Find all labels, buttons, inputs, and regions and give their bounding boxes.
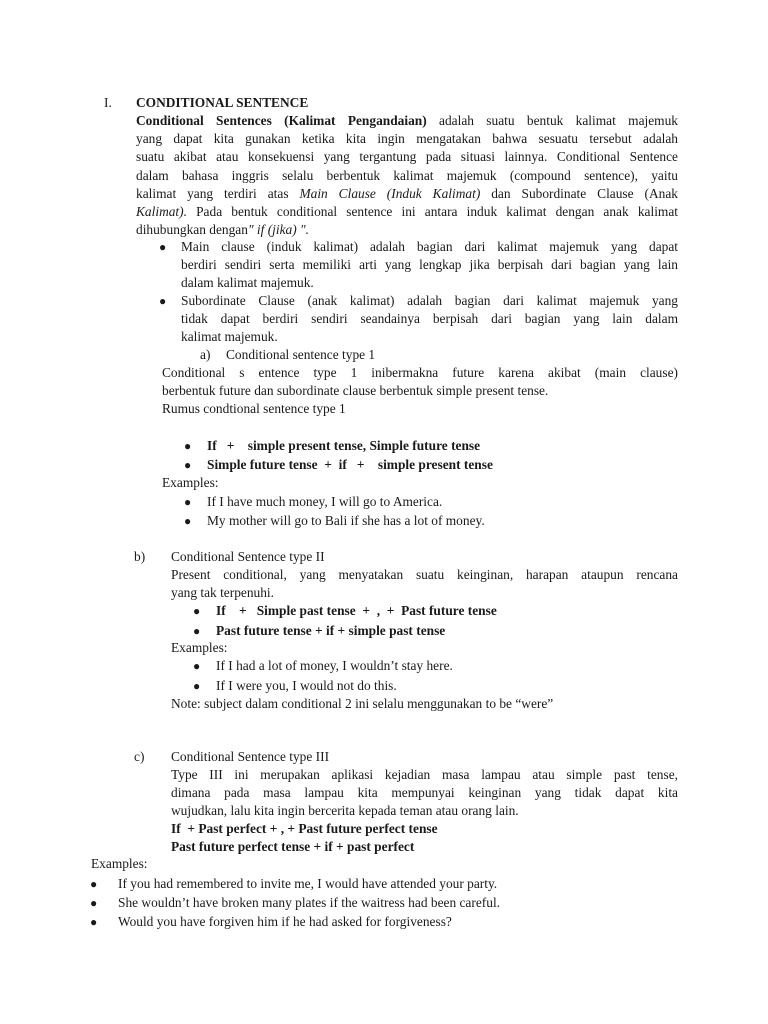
intro-paragraph: Conditional Sentences (Kalimat Pengandaian) adalah suatu bentuk kalimat majemuk yang dapat kita gunakan ketika kita ingin mengatakan bahwa sesuatu tersebut adalah suatu akibat atau konsekuensi yang tergantung pada situasi lainnya. Conditional Sentence dalam bahasa inggris selalu berbentuk kalimat majemuk (compound sentence), yaitu kalimat yang terdiri atas Main Clause (Induk Kalimat) dan Subordinate Clause (Anak Kalimat). Pada bentuk conditional sentence ini antara induk kalimat dengan anak kalimat dihubungkan dengan" if (jika) ". bbox=[136, 113, 678, 238]
bullet-icon: ● bbox=[193, 624, 201, 638]
subordinate-clause-item: Subordinate Clause (anak kalimat) adalah bagian dari kalimat majemuk yang tidak dapat berdiri sendiri seandainya berpisah dari bagian yang lain dalam kalimat majemuk. bbox=[181, 293, 678, 345]
type2-formula: Past future tense + if + simple past tense bbox=[216, 623, 446, 638]
main-clause-item: Main clause (induk kalimat) adalah bagian dari kalimat majemuk yang dapat berdiri sendiri serta memiliki arti yang lengkap jika berpisah dari bagian yang lain dalam kalimat majemuk. bbox=[181, 239, 678, 291]
bullet-icon: ● bbox=[159, 294, 167, 308]
bullet-icon: ● bbox=[193, 679, 201, 693]
type2-example: If I were you, I would not do this. bbox=[216, 678, 397, 693]
final-example: Would you have forgiven him if he had asked for forgiveness? bbox=[118, 914, 452, 929]
type1-description: Conditional s entence type 1 inibermakna future karena akibat (main clause) berbentuk future dan subordinate clause berbentuk simple present tense. bbox=[162, 365, 678, 399]
type2-example: If I had a lot of money, I wouldn’t stay here. bbox=[216, 658, 453, 673]
bullet-icon: ● bbox=[90, 915, 98, 929]
bullet-icon: ● bbox=[90, 877, 98, 891]
type1-marker: a) bbox=[200, 347, 211, 362]
type3-formula: If + Past perfect + , + Past future perfect tense bbox=[171, 821, 438, 836]
bullet-icon: ● bbox=[184, 514, 192, 528]
type1-example: If I have much money, I will go to America. bbox=[207, 494, 443, 509]
section-number: I. bbox=[104, 95, 112, 110]
bullet-icon: ● bbox=[193, 659, 201, 673]
final-examples-label: Examples: bbox=[91, 856, 148, 871]
bullet-icon: ● bbox=[184, 439, 192, 453]
section-title: CONDITIONAL SENTENCE bbox=[136, 95, 309, 110]
final-example: She wouldn’t have broken many plates if the waitress had been careful. bbox=[118, 895, 501, 910]
type3-title: Conditional Sentence type III bbox=[171, 749, 330, 764]
type2-formula: If + Simple past tense + , + Past future tense bbox=[216, 603, 497, 618]
bullet-icon: ● bbox=[184, 495, 192, 509]
type3-formula: Past future perfect tense + if + past perfect bbox=[171, 839, 415, 854]
type1-example: My mother will go to Bali if she has a lot of money. bbox=[207, 513, 485, 528]
type2-marker: b) bbox=[134, 549, 146, 564]
type2-examples-label: Examples: bbox=[171, 640, 228, 655]
type3-description: Type III ini merupakan aplikasi kejadian masa lampau atau simple past tense, dimana pada masa lampau kita mempunyai keinginan yang tidak dapat kita wujudkan, lalu kita ingin bercerita kepada teman atau orang lain. bbox=[171, 767, 678, 819]
type2-title: Conditional Sentence type II bbox=[171, 549, 325, 564]
type2-description: Present conditional, yang menyatakan suatu keinginan, harapan ataupun rencana yang tak terpenuhi. bbox=[171, 567, 678, 601]
type3-marker: c) bbox=[134, 749, 145, 764]
type1-rumus: Rumus condtional sentence type 1 bbox=[162, 401, 346, 416]
type1-examples-label: Examples: bbox=[162, 475, 219, 490]
type1-formula: Simple future tense + if + simple present tense bbox=[207, 457, 493, 472]
type2-note: Note: subject dalam conditional 2 ini selalu menggunakan to be “were” bbox=[171, 696, 554, 711]
type1-formula: If + simple present tense, Simple future tense bbox=[207, 438, 481, 453]
bullet-icon: ● bbox=[193, 604, 201, 618]
bullet-icon: ● bbox=[184, 458, 192, 472]
final-example: If you had remembered to invite me, I would have attended your party. bbox=[118, 876, 498, 891]
bullet-icon: ● bbox=[90, 896, 98, 910]
bullet-icon: ● bbox=[159, 240, 167, 254]
type1-title: Conditional sentence type 1 bbox=[226, 347, 376, 362]
